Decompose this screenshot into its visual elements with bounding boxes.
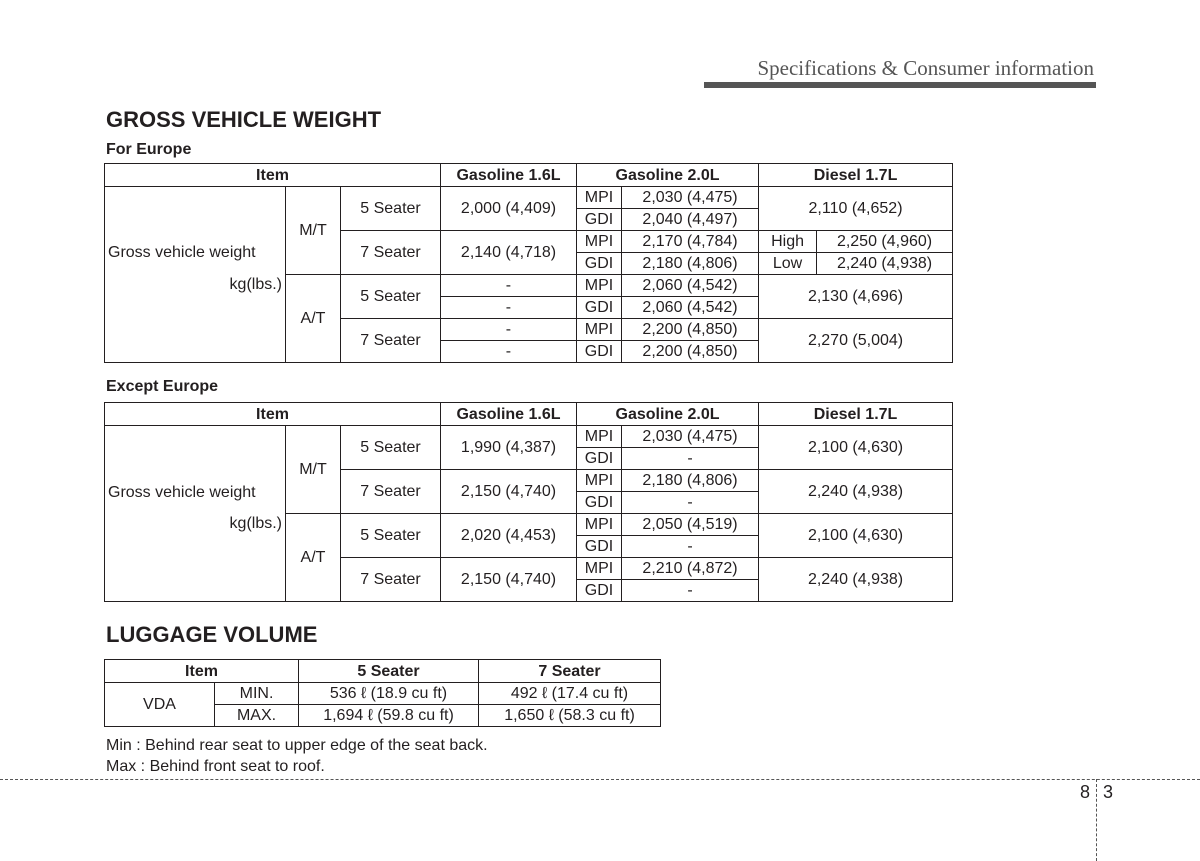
mt7-g16: 2,150 (4,740) [441,470,577,514]
mt7-d17: 2,240 (4,938) [759,470,953,514]
except-europe-subtitle: Except Europe [106,378,219,395]
unit-label: kg(lbs.) [229,276,282,293]
header-diesel-1-7: Diesel 1.7L [759,164,953,187]
low-label: Low [759,253,817,275]
at7-g20-mpi: 2,200 (4,850) [622,319,759,341]
at7-g20-mpi: 2,210 (4,872) [622,558,759,580]
seater-5-label: 5 Seater [341,514,441,558]
mt5-g20-mpi: 2,030 (4,475) [622,187,759,209]
seater-5-label: 5 Seater [341,426,441,470]
mt7-g20-mpi: 2,170 (4,784) [622,231,759,253]
gdi-label: GDI [577,580,622,602]
header-item: Item [105,660,299,683]
min-5-seater: 536 ℓ (18.9 cu ft) [299,683,479,705]
luggage-volume-table [104,659,661,727]
header-item: Item [105,403,441,426]
mt5-g16: 2,000 (4,409) [441,187,577,231]
at7-d17: 2,270 (5,004) [759,319,953,363]
mt5-d17: 2,100 (4,630) [759,426,953,470]
mpi-label: MPI [577,275,622,297]
mpi-label: MPI [577,558,622,580]
mpi-label: MPI [577,426,622,448]
at5-g20-mpi: 2,060 (4,542) [622,275,759,297]
header-7-seater: 7 Seater [479,660,661,683]
for-europe-subtitle: For Europe [106,141,192,158]
note-min: Min : Behind rear seat to upper edge of the seat back. [106,737,488,754]
mt5-g16: 1,990 (4,387) [441,426,577,470]
seater-5-label: 5 Seater [341,187,441,231]
gdi-label: GDI [577,536,622,558]
note-max: Max : Behind front seat to roof. [106,758,325,775]
header-bar [704,82,1096,88]
max-label: MAX. [215,705,299,727]
mt-label: M/T [286,187,341,275]
mt-label: M/T [286,426,341,514]
at-label: A/T [286,514,341,602]
at7-g20-gdi: 2,200 (4,850) [622,341,759,363]
gdi-label: GDI [577,297,622,319]
min-7-seater: 492 ℓ (17.4 cu ft) [479,683,661,705]
footer-divider [0,779,1200,780]
except-europe-weight-table [104,402,953,602]
high-label: High [759,231,817,253]
gdi-label: GDI [577,341,622,363]
mpi-label: MPI [577,187,622,209]
gdi-label: GDI [577,448,622,470]
header-gasoline-2-0: Gasoline 2.0L [577,403,759,426]
at5-g20-gdi: - [622,536,759,558]
at5-d17: 2,100 (4,630) [759,514,953,558]
page-number-divider [1096,779,1097,861]
mt5-g20-mpi: 2,030 (4,475) [622,426,759,448]
min-label: MIN. [215,683,299,705]
vda-label: VDA [105,683,215,727]
header-gasoline-2-0: Gasoline 2.0L [577,164,759,187]
at7-g16: 2,150 (4,740) [441,558,577,602]
unit-label: kg(lbs.) [229,515,282,532]
max-5-seater: 1,694 ℓ (59.8 cu ft) [299,705,479,727]
page-number: 3 [1103,782,1114,802]
luggage-volume-title: LUGGAGE VOLUME [106,622,318,647]
at7-g20-gdi: - [622,580,759,602]
seater-5-label: 5 Seater [341,275,441,319]
header-title: Specifications & Consumer information [757,56,1094,80]
at7-g16-mpi: - [441,319,577,341]
at5-g20-mpi: 2,050 (4,519) [622,514,759,536]
mpi-label: MPI [577,231,622,253]
seater-7-label: 7 Seater [341,558,441,602]
header-diesel-1-7: Diesel 1.7L [759,403,953,426]
mt7-d17-low: 2,240 (4,938) [817,253,953,275]
mpi-label: MPI [577,319,622,341]
chapter-number: 8 [1080,782,1091,802]
mt7-g20-gdi: - [622,492,759,514]
at7-g16-gdi: - [441,341,577,363]
mt7-d17-high: 2,250 (4,960) [817,231,953,253]
at5-g16: 2,020 (4,453) [441,514,577,558]
mt5-d17: 2,110 (4,652) [759,187,953,231]
seater-7-label: 7 Seater [341,231,441,275]
mpi-label: MPI [577,514,622,536]
at-label: A/T [286,275,341,363]
gross-weight-title: GROSS VEHICLE WEIGHT [106,107,382,132]
at7-d17: 2,240 (4,938) [759,558,953,602]
at5-g16-gdi: - [441,297,577,319]
mt7-g20-gdi: 2,180 (4,806) [622,253,759,275]
header-gasoline-1-6: Gasoline 1.6L [441,403,577,426]
gdi-label: GDI [577,492,622,514]
gross-weight-label-cell [105,426,286,602]
mt5-g20-gdi: 2,040 (4,497) [622,209,759,231]
seater-7-label: 7 Seater [341,470,441,514]
mt7-g16: 2,140 (4,718) [441,231,577,275]
gdi-label: GDI [577,209,622,231]
max-7-seater: 1,650 ℓ (58.3 cu ft) [479,705,661,727]
at5-g20-gdi: 2,060 (4,542) [622,297,759,319]
mt5-g20-gdi: - [622,448,759,470]
at5-d17: 2,130 (4,696) [759,275,953,319]
europe-weight-table [104,163,953,363]
header-item: Item [105,164,441,187]
header-gasoline-1-6: Gasoline 1.6L [441,164,577,187]
mt7-g20-mpi: 2,180 (4,806) [622,470,759,492]
at5-g16-mpi: - [441,275,577,297]
mpi-label: MPI [577,470,622,492]
row-label: Gross vehicle weight [108,244,256,261]
row-label: Gross vehicle weight [108,484,256,501]
gdi-label: GDI [577,253,622,275]
seater-7-label: 7 Seater [341,319,441,363]
header-5-seater: 5 Seater [299,660,479,683]
gross-weight-label-cell [105,187,286,363]
